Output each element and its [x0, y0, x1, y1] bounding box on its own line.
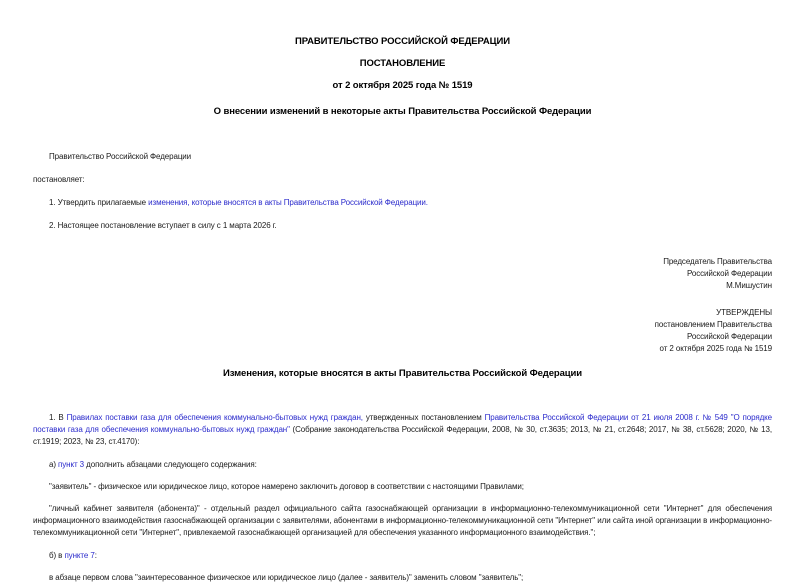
approval-line: УТВЕРЖДЕНЫ	[716, 308, 772, 317]
signature-line: Председатель Правительства	[663, 257, 772, 266]
resolution-549-link[interactable]: Правительства Российской Федерации от 21 июля 2008 г. № 549 "О порядке поставки газа для обеспечения коммунально-бытовых нужд граждан"	[33, 413, 772, 434]
definition-applicant: "заявитель" - физическое или юридическое лицо, которое намерено заключить договор в соответствии с настоящими Правилами;	[49, 482, 524, 491]
annex-item-b-text: :	[94, 551, 97, 560]
annex-p1-citation: (Собрание законодательства Российской Федерации, 2008, № 30, ст.3635; 2013, № 21, ст.2648; 2017, № 38, ст.5628; 2020, № 13, ст.1919; 2023, № 23, ст.4170):	[33, 425, 772, 446]
decree-word: постановляет:	[33, 175, 85, 184]
annex-item-a-text: а)	[49, 460, 59, 469]
decree-item-1-text: 1. Утвердить прилагаемые	[49, 198, 149, 207]
annex-title: Изменения, которые вносятся в акты Правительства Российской Федерации	[222, 368, 583, 379]
annex-item-b-text: б) в	[49, 551, 65, 560]
annex-item-b	[33, 550, 772, 561]
signature-block	[33, 256, 772, 292]
definition-personal-cabinet: "личный кабинет заявителя (абонента)" - отдельный раздел официального сайта газоснабжающей организации в информационно-телекоммуникационной сети "Интернет" для обеспечения информационного взаимодействия газоснабжающей организации с заявителями, абонентами в информационно-телекоммуникационной сети "Интернет" или сайта иной организации в информационно-телекоммуникационной сети "Интернет", привлекаемой газоснабжающей организацией для обеспечения указанного информационного взаимодействия.";	[33, 504, 772, 537]
annex-item-a	[33, 459, 772, 470]
org-name: ПРАВИТЕЛЬСТВО РОССИЙСКОЙ ФЕДЕРАЦИИ	[295, 36, 510, 47]
doc-date-number: от 2 октября 2025 года № 1519	[332, 80, 473, 91]
annex-p1-text: утвержденных постановлением	[362, 413, 485, 422]
decree-item-1	[33, 197, 772, 208]
doc-title: О внесении изменений в некоторые акты Правительства Российской Федерации	[213, 106, 592, 117]
doc-type: ПОСТАНОВЛЕНИЕ	[359, 58, 446, 69]
signer-name: М.Мишустин	[726, 281, 772, 290]
signature-line: Российской Федерации	[687, 269, 772, 278]
approval-block	[33, 307, 772, 355]
annex-p1-text: 1. В	[49, 413, 67, 422]
decree-item-2: 2. Настоящее постановление вступает в силу с 1 марта 2026 г.	[49, 221, 277, 230]
preamble-intro: Правительство Российской Федерации	[49, 152, 192, 161]
annex-paragraph-last: в абзаце первом слова "заинтересованное физическое или юридическое лицо (далее - заявитель)" заменить словом "заявитель";	[49, 573, 524, 582]
clause-7-link[interactable]: пункте 7	[64, 551, 95, 560]
changes-annex-link[interactable]: изменения, которые вносятся в акты Правительства Российской Федерации.	[148, 198, 428, 207]
annex-paragraph-1	[33, 412, 772, 448]
clause-3-link[interactable]: пункт 3	[58, 460, 85, 469]
gas-supply-rules-link[interactable]: Правилах поставки газа для обеспечения коммунально-бытовых нужд граждан,	[66, 413, 363, 422]
approval-line: Российской Федерации	[687, 332, 772, 341]
approval-line: от 2 октября 2025 года № 1519	[659, 344, 772, 353]
annex-item-a-text: дополнить абзацами следующего содержания:	[84, 460, 257, 469]
approval-line: постановлением Правительства	[654, 320, 772, 329]
